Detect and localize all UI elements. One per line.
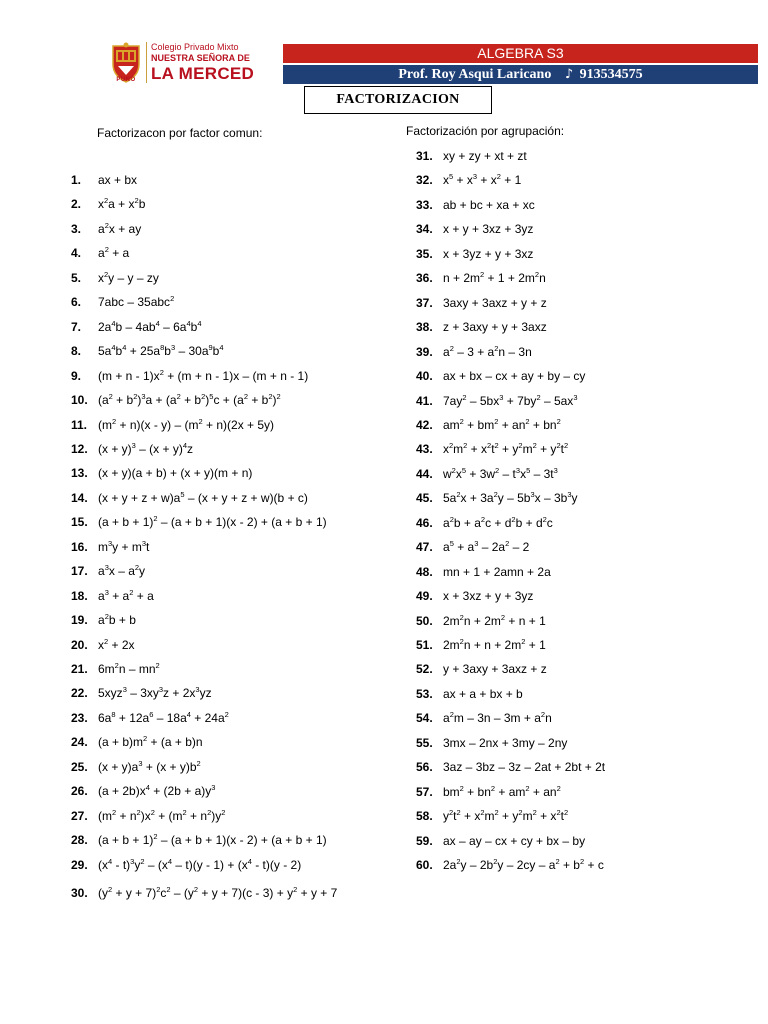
exercise-expression: $(m + n - 1)x^2 + (m + n - 1)x - (m + n - 1)$ xyxy=(98,367,309,383)
exercise-expression: $2a^2y - 2b^2y - 2cy - a^2 + b^2 + c$ xyxy=(443,857,604,873)
exercise-number: 11. xyxy=(71,417,88,432)
school-name xyxy=(146,42,265,83)
exercise-number: 33. xyxy=(416,197,433,212)
exercise-expression: $(a + b + 1)^2 - (a + b + 1)(x - 2) + (a + b + 1)$ xyxy=(98,514,327,530)
exercise-number: 5. xyxy=(71,270,82,285)
exercise-number: 37. xyxy=(416,295,433,310)
exercise-expression: $a^2 - 3 + a^2n - 3n$ xyxy=(443,343,532,359)
exercise-expression: 3az – 3bz – 3z – 2at + 2bt + 2t xyxy=(443,760,606,775)
exercise-number: 52. xyxy=(416,662,433,677)
exercise-number: 16. xyxy=(71,539,88,554)
exercise-number: 27. xyxy=(71,808,88,823)
exercise-expression: $a^2 + a$ xyxy=(98,245,130,261)
exercise-number: 53. xyxy=(416,686,433,701)
exercise-expression: ab + bc + xa + xc xyxy=(443,197,535,212)
header xyxy=(0,0,768,107)
exercise-number: 56. xyxy=(416,760,433,775)
course-banner: ALGEBRA S3 xyxy=(283,44,758,63)
exercise-number: 7. xyxy=(71,319,82,334)
exercise-expression: $a^3 + a^2 + a$ xyxy=(98,587,154,603)
exercise-number: 57. xyxy=(416,784,433,799)
exercise-expression: ax + bx – cx + ay + by – cy xyxy=(443,369,586,384)
exercise-number: 36. xyxy=(416,271,433,286)
exercise-expression: $am^2 + bm^2 + an^2 + bn^2$ xyxy=(443,416,561,432)
exercise-expression: $(m^2 + n^2)x^2 + (m^2 + n^2)y^2$ xyxy=(98,807,226,823)
exercise-expression: $bm^2 + bn^2 + am^2 + an^2$ xyxy=(443,783,561,799)
exercise-number: 4. xyxy=(71,246,82,261)
exercise-expression: $a^5 + a^3 - 2a^2 - 2$ xyxy=(443,539,530,555)
exercise-expression: mn + 1 + 2amn + 2a xyxy=(443,564,551,579)
exercise-number: 45. xyxy=(416,491,433,506)
exercise-number: 28. xyxy=(71,833,88,848)
exercise-expression: $5xyz^3 - 3xy^3z + 2x^3yz$ xyxy=(98,685,212,701)
section-title-right: Factorización por agrupación: xyxy=(406,124,565,138)
exercise-expression: $y^2t^2 + x^2m^2 + y^2m^2 + x^2t^2$ xyxy=(443,808,569,824)
phone-icon: ♪ xyxy=(564,67,574,82)
exercise-expression: $(m^2 + n)(x - y) - (m^2 + n)(2x + 5y)$ xyxy=(98,416,275,432)
exercise-expression: $(y^2 + y + 7)^2c^2 - (y^2 + y + 7)(c - 3) + y^2 + y + 7$ xyxy=(98,885,338,901)
exercise-number: 15. xyxy=(71,515,88,530)
exercise-number: 9. xyxy=(71,368,82,383)
exercise-expression: ax + a + bx + b xyxy=(443,686,523,701)
exercise-number: 24. xyxy=(71,735,88,750)
exercise-expression: $x^2 + 2x$ xyxy=(98,636,135,652)
section-title-left: Factorizacon por factor comun: xyxy=(97,126,263,140)
exercise-number: 40. xyxy=(416,369,433,384)
teacher-name: Prof. Roy Asqui Laricano xyxy=(398,67,552,82)
logo-subtext: PUNO xyxy=(116,77,136,83)
exercise-expression: x + 3yz + y + 3xz xyxy=(443,246,534,261)
exercise-expression: $6m^2n - mn^2$ xyxy=(98,661,160,676)
logo-line-3: LA MERCED xyxy=(151,64,255,83)
exercise-expression: $(a + 2b)x^4 + (2b + a)y^3$ xyxy=(98,783,216,799)
exercise-expression: $a^2b + b$ xyxy=(98,612,136,628)
exercise-expression: ax – ay – cx + cy + bx – by xyxy=(443,833,586,848)
exercise-expression: $a^2m - 3n - 3m + a^2n$ xyxy=(443,710,552,726)
exercise-expression: $6a^8 + 12a^6 - 18a^4 + 24a^2$ xyxy=(98,709,229,725)
exercise-number: 50. xyxy=(416,613,433,628)
exercise-number: 55. xyxy=(416,735,433,750)
exercise-expression: x + 3xz + y + 3yz xyxy=(443,589,534,604)
exercise-number: 30. xyxy=(71,886,88,901)
exercise-expression: $2m^2n + 2m^2 + n + 1$ xyxy=(443,612,546,628)
exercise-number: 32. xyxy=(416,173,433,188)
exercise-expression: $n + 2m^2 + 1 + 2m^2n$ xyxy=(443,270,546,286)
exercise-expression: $x^2y$ – y – zy xyxy=(98,269,159,285)
exercise-expression: x + y + 3xz + 3yz xyxy=(443,222,534,237)
exercise-expression: $m^3y + m^3t$ xyxy=(98,538,150,554)
exercise-number: 3. xyxy=(71,221,82,236)
exercise-number: 39. xyxy=(416,344,433,359)
exercise-number: 29. xyxy=(71,857,88,872)
exercise-expression: $a^3x - a^2y$ xyxy=(98,563,146,579)
exercise-number: 1. xyxy=(71,173,82,187)
exercise-expression: $(x + y)^3 - (x + y)^4z$ xyxy=(98,440,194,456)
exercise-number: 21. xyxy=(71,662,88,676)
exercise-expression: xy + zy + xt + zt xyxy=(443,149,527,163)
exercise-number: 41. xyxy=(416,393,433,408)
teacher-phone: 913534575 xyxy=(579,67,643,82)
exercise-expression: $5a^4b^4 + 25a^8b^3 - 30a^9b^4$ xyxy=(98,343,224,359)
exercise-expression: 3axy + 3axz + y + z xyxy=(443,295,547,310)
exercise-expression: 3mx – 2nx + 3my – 2ny xyxy=(443,735,568,750)
exercise-expression: $a^2x$ + ay xyxy=(98,220,142,236)
exercise-number: 60. xyxy=(416,858,433,873)
exercise-number: 35. xyxy=(416,246,433,261)
exercise-number: 47. xyxy=(416,540,433,555)
exercise-number: 20. xyxy=(71,637,88,652)
exercise-number: 23. xyxy=(71,710,88,725)
exercise-number: 49. xyxy=(416,589,433,604)
exercise-number: 22. xyxy=(71,686,88,701)
page-title: FACTORIZACION xyxy=(304,86,492,114)
exercise-number: 34. xyxy=(416,222,433,237)
logo-line-2: NUESTRA SEÑORA DE xyxy=(151,53,250,63)
exercise-number: 18. xyxy=(71,588,88,603)
exercise-expression: $2a^4b - 4ab^4 - 6a^4b^4$ xyxy=(98,318,202,334)
exercise-number: 58. xyxy=(416,809,433,824)
exercise-expression: $(x^4 - t)^3y^2 - (x^4 - t)(y - 1) + (x^4 - t)(y - 2)$ xyxy=(98,856,302,872)
logo-line-1: Colegio Privado Mixto xyxy=(151,42,239,52)
exercise-number: 31. xyxy=(416,149,433,163)
exercise-number: 54. xyxy=(416,711,433,726)
exercise-number: 8. xyxy=(71,344,82,359)
exercise-expression: y + 3axy + 3axz + z xyxy=(443,662,547,677)
exercise-expression: $x^2a + x^2b$ xyxy=(98,196,146,212)
exercise-expression: ax + bx xyxy=(98,173,138,187)
exercise-expression: (x + y)(a + b) + (x + y)(m + n) xyxy=(98,466,253,481)
exercise-number: 43. xyxy=(416,442,433,457)
exercise-number: 25. xyxy=(71,759,88,774)
exercise-number: 51. xyxy=(416,638,433,652)
exercise-expression: $w^2x^5 + 3w^2 - t^3x^5 - 3t^3$ xyxy=(443,465,558,481)
exercise-expression: $5a^2x + 3a^2y - 5b^3x - 3b^3y$ xyxy=(443,490,578,506)
exercise-number: 19. xyxy=(71,613,88,628)
exercise-number: 13. xyxy=(71,466,88,481)
exercise-number: 14. xyxy=(71,490,88,505)
exercise-number: 46. xyxy=(416,515,433,530)
exercise-number: 12. xyxy=(71,441,88,456)
school-logo xyxy=(108,40,260,86)
exercise-number: 48. xyxy=(416,564,433,579)
exercise-expression: z + 3axy + y + 3axz xyxy=(443,320,547,335)
exercise-number: 10. xyxy=(71,393,88,408)
exercise-expression: $7ay^2 - 5bx^3 + 7by^2 - 5ax^3$ xyxy=(443,392,578,408)
exercise-number: 2. xyxy=(71,197,82,212)
exercise-expression: $(x + y + z + w)a^5 - (x + y + z + w)(b + c)$ xyxy=(98,489,308,505)
exercise-expression: $x^2m^2 + x^2t^2 + y^2m^2 + y^2t^2$ xyxy=(443,441,569,457)
exercise-expression: $(a^2 + b^2)^3a + (a^2 + b^2)^5c + (a^2 + b^2)^2$ xyxy=(98,392,281,408)
exercise-number: 17. xyxy=(71,564,88,579)
exercise-number: 26. xyxy=(71,784,88,799)
exercise-expression: $2m^2n + n + 2m^2 + 1$ xyxy=(443,637,546,652)
exercise-expression: 7abc – 35abc$^2$ xyxy=(98,294,175,310)
exercise-expression: $(a + b + 1)^2 - (a + b + 1)(x - 2) + (a + b + 1)$ xyxy=(98,832,327,848)
exercise-number: 59. xyxy=(416,833,433,848)
exercise-number: 42. xyxy=(416,417,433,432)
teacher-banner xyxy=(283,65,758,84)
exercise-expression: $a^2b + a^2c + d^2b + d^2c$ xyxy=(443,514,553,530)
exercise-number: 6. xyxy=(71,295,82,310)
exercise-expression: $x^5 + x^3 + x^2 + 1$ xyxy=(443,172,522,188)
exercise-expression: $(a + b)m^2 + (a + b)n$ xyxy=(98,734,203,750)
exercise-number: 44. xyxy=(416,466,433,481)
exercise-number: 38. xyxy=(416,320,433,335)
exercise-expression: $(x + y)a^3 + (x + y)b^2$ xyxy=(98,758,201,774)
